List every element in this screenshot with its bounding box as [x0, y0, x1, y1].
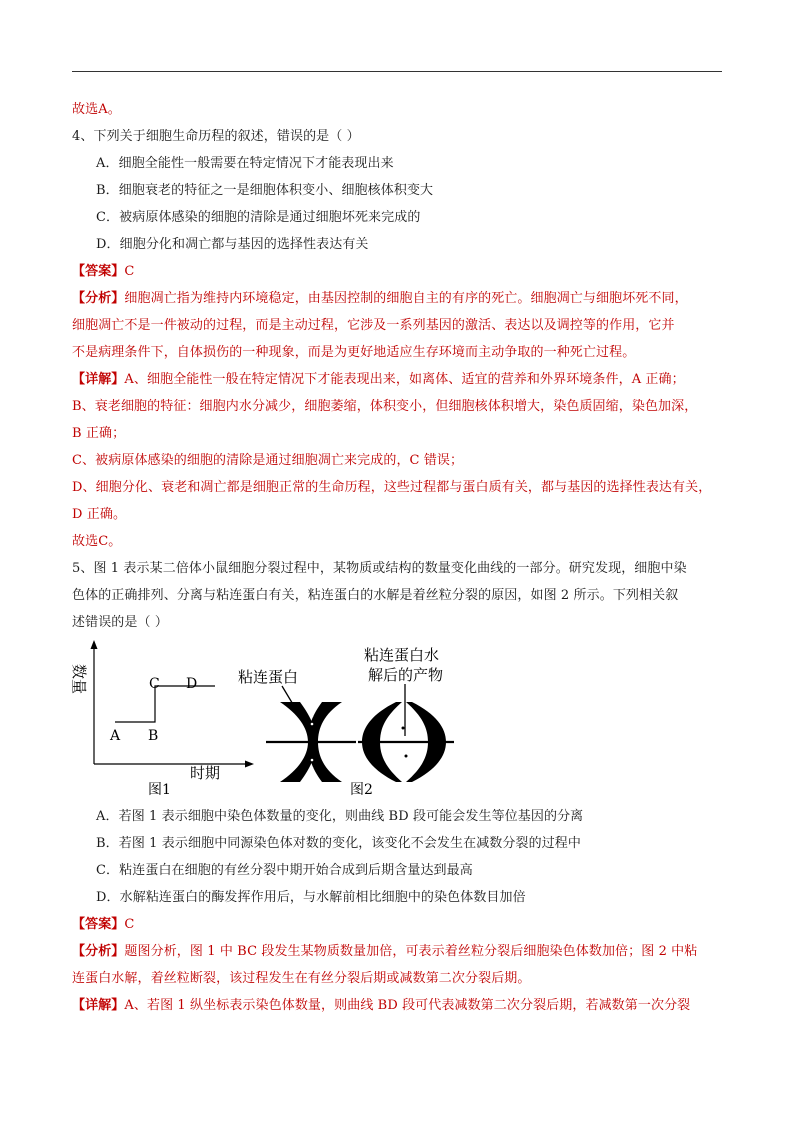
- q4-analysis-line-2: 细胞凋亡不是一件被动的过程，而是主动过程，它涉及一系列基因的激活、表达以及调控等的作用，它并: [72, 318, 675, 333]
- fig1-caption: 图1: [148, 782, 171, 798]
- fig2-product-fragment: [402, 727, 405, 730]
- q4-detail-line-3: B 正确；: [72, 426, 126, 441]
- q5-option-d: D．水解粘连蛋白的酶发挥作用后，与水解前相比细胞中的染色体数目加倍: [96, 890, 526, 905]
- question-5-stem-3: 述错误的是（ ）: [72, 615, 168, 630]
- fig2-label-cohesin: 粘连蛋白: [238, 668, 299, 686]
- figure-2: [238, 646, 454, 798]
- q4-detail-line-6: D 正确。: [72, 507, 127, 522]
- section-tag: 【分析】: [72, 291, 125, 306]
- fig1-point-c: C: [149, 676, 160, 692]
- q4-detail-line-5: D、细胞分化、衰老和凋亡都是细胞正常的生命历程，这些过程都与蛋白质有关，都与基因的选择性表达有关，: [72, 480, 712, 495]
- conclusion-q4: 故选C。: [72, 534, 122, 549]
- q5-answer: 【答案】C: [72, 917, 135, 932]
- fig2-chromosome-separated: [358, 684, 454, 782]
- fig2-cohesin-pointer: [282, 686, 312, 736]
- section-tag: 【详解】: [72, 998, 125, 1013]
- fig2-cohesin-dot: [311, 723, 314, 726]
- fig2-chromosome-joined: [266, 686, 356, 782]
- q4-answer: 【答案】C: [72, 264, 135, 279]
- q5-option-b: B．若图 1 表示细胞中同源染色体对数的变化，该变化不会发生在减数分裂的过程中: [96, 836, 581, 851]
- fig1-curve: [115, 686, 215, 722]
- q4-analysis-line-1: 【分析】细胞凋亡指为维持内环境稳定，由基因控制的细胞自主的有序的死亡。细胞凋亡与细胞坏死不同，: [72, 291, 688, 306]
- header-rule: [72, 71, 722, 72]
- section-tag: 【答案】: [72, 264, 125, 279]
- section-tag: 【分析】: [72, 944, 125, 959]
- fig1-x-arrow: [245, 761, 254, 768]
- figure-1: [70, 640, 254, 798]
- q5-detail-line-1: 【详解】A、若图 1 纵坐标表示染色体数量，则曲线 BD 段可代表减数第二次分裂后期，若减数第一次分裂: [72, 998, 691, 1013]
- section-tag: 【答案】: [72, 917, 125, 932]
- q4-analysis-line-3: 不是病理条件下，自体损伤的一种现象，而是为更好地适应生存环境而主动争取的一种死亡过程。: [72, 345, 636, 360]
- fig1-ylabel: 数量: [70, 664, 88, 695]
- fig1-y-arrow: [91, 640, 98, 649]
- question-5-figure: [72, 636, 472, 796]
- question-5-stem-1: 5、图 1 表示某二倍体小鼠细胞分裂过程中，某物质或结构的数量变化曲线的一部分。研究发现，细胞中染: [72, 561, 687, 576]
- fig2-label-product-line-1: 粘连蛋白水: [364, 646, 440, 664]
- fig2-cohesin-dot: [311, 767, 314, 770]
- fig1-ylabel-vertical: [70, 664, 88, 694]
- fig2-product-fragment: [405, 755, 408, 758]
- q4-detail-line-4: C、被病原体感染的细胞的清除是通过细胞凋亡来完成的，C 错误；: [72, 453, 464, 468]
- q5-analysis-line-2: 连蛋白水解，着丝粒断裂，该过程发生在有丝分裂后期或减数第二次分裂后期。: [72, 971, 531, 986]
- fig1-point-d: D: [186, 676, 198, 692]
- q4-detail-line-2: B、衰老细胞的特征：细胞内水分减少，细胞萎缩，体积变小，但细胞核体积增大，染色质固缩，染色加深，: [72, 399, 698, 414]
- q4-detail-line-1: 【详解】A、细胞全能性一般在特定情况下才能表现出来，如离体、适宜的营养和外界环境条件，A 正确；: [72, 372, 685, 387]
- q4-option-a: A．细胞全能性一般需要在特定情况下才能表现出来: [96, 156, 394, 171]
- fig1-xlabel: 时期: [190, 764, 221, 782]
- q5-option-c: C．粘连蛋白在细胞的有丝分裂中期开始合成到后期含量达到最高: [96, 863, 473, 878]
- question-4-stem: 4、下列关于细胞生命历程的叙述，错误的是（ ）: [72, 129, 360, 144]
- fig2-label-product-line-2: 解后的产物: [368, 666, 444, 684]
- conclusion-q3: 故选A。: [72, 102, 121, 117]
- fig1-point-a: A: [110, 728, 121, 744]
- q5-option-a: A．若图 1 表示细胞中染色体数量的变化，则曲线 BD 段可能会发生等位基因的分离: [96, 809, 584, 824]
- q4-option-d: D．细胞分化和凋亡都与基因的选择性表达有关: [96, 237, 369, 252]
- section-tag: 【详解】: [72, 372, 125, 387]
- fig2-cohesin-dot: [311, 759, 314, 762]
- question-5-stem-2: 色体的正确排列、分离与粘连蛋白有关，粘连蛋白的水解是着丝粒分裂的原因，如图 2 所示。下列相关叙: [72, 588, 679, 603]
- fig2-caption: 图2: [350, 782, 373, 798]
- q4-option-c: C．被病原体感染的细胞的清除是通过细胞坏死来完成的: [96, 210, 421, 225]
- q5-analysis-line-1: 【分析】题图分析，图 1 中 BC 段发生某物质数量加倍，可表示着丝粒分裂后细胞染色体数加倍；图 2 中粘: [72, 944, 698, 959]
- q4-option-b: B．细胞衰老的特征之一是细胞体积变小、细胞核体积变大: [96, 183, 434, 198]
- fig2-cohesin-dot: [311, 715, 314, 718]
- fig1-point-b: B: [148, 728, 159, 744]
